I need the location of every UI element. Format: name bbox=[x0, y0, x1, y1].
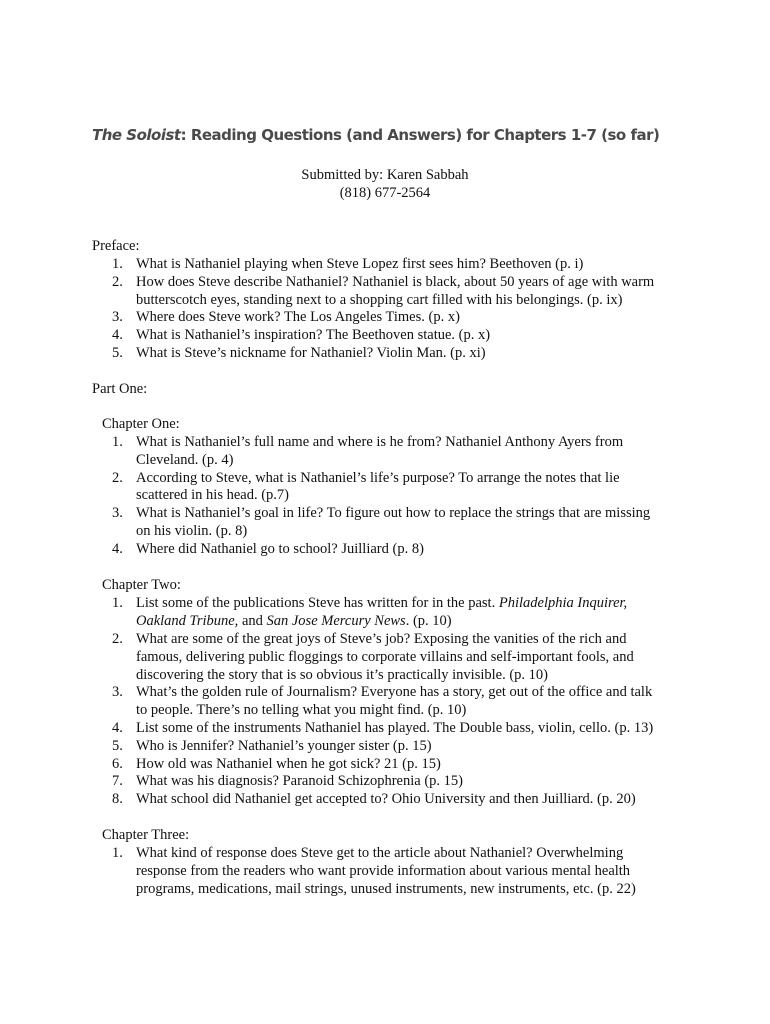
item-text bbox=[136, 595, 682, 631]
item-number: 4. bbox=[112, 327, 123, 344]
item-text-line: According to Steve, what is Nathaniel’s life’s purpose? To arrange the notes that lie bbox=[136, 469, 620, 486]
list-item bbox=[112, 684, 682, 720]
chapter-two-questions bbox=[112, 595, 682, 631]
item-text bbox=[136, 327, 682, 345]
item-text-line: What is Nathaniel’s full name and where is he from? Nathaniel Anthony Ayers from bbox=[136, 434, 624, 450]
list-item bbox=[112, 595, 682, 631]
list-item bbox=[112, 345, 682, 363]
item-text bbox=[136, 505, 682, 541]
item-text-line: Cleveland. (p. 4) bbox=[136, 451, 234, 468]
item-text bbox=[136, 434, 682, 470]
item-number: 2. bbox=[112, 631, 123, 647]
item-text-line: on his violin. (p. 8) bbox=[136, 522, 248, 539]
list-item bbox=[112, 738, 682, 756]
item-text bbox=[136, 791, 682, 809]
list-item bbox=[112, 631, 682, 684]
item-text-line: How old was Nathaniel when he got sick? 21 (p. 15) bbox=[136, 755, 441, 772]
item-number: 3. bbox=[112, 309, 123, 326]
list-item bbox=[112, 541, 682, 559]
item-text bbox=[136, 345, 682, 363]
list-item bbox=[112, 274, 682, 310]
item-text-line: What’s the golden rule of Journalism? Everyone has a story, get out of the office and talk bbox=[136, 684, 653, 701]
item-text bbox=[136, 684, 682, 720]
item-number: 2. bbox=[112, 273, 123, 290]
item-text-line: Who is Jennifer? Nathaniel’s younger sister (p. 15) bbox=[136, 737, 432, 754]
item-number: 1. bbox=[112, 434, 123, 450]
item-number: 1. bbox=[112, 845, 123, 861]
item-number: 4. bbox=[112, 719, 123, 736]
list-item bbox=[112, 327, 682, 345]
page-title bbox=[92, 126, 692, 144]
item-text-part: . (p. 10) bbox=[405, 612, 452, 629]
item-number: 7. bbox=[112, 773, 123, 790]
item-number: 8. bbox=[112, 791, 123, 808]
part-one-heading: Part One: bbox=[92, 381, 148, 397]
item-text-part: and bbox=[238, 612, 267, 629]
list-item bbox=[112, 845, 682, 898]
item-text bbox=[136, 470, 682, 506]
item-text-line: What kind of response does Steve get to the article about Nathaniel? Overwhelming bbox=[136, 845, 624, 861]
item-text-line: What school did Nathaniel get accepted to? Ohio University and then Juilliard. (p. 20) bbox=[136, 791, 636, 808]
chapter-two-questions-cont bbox=[112, 631, 682, 809]
preface-questions bbox=[112, 256, 682, 363]
item-text bbox=[136, 738, 682, 756]
list-item bbox=[112, 773, 682, 791]
item-number: 2. bbox=[112, 469, 123, 486]
item-number: 1. bbox=[112, 595, 123, 611]
item-number: 4. bbox=[112, 540, 123, 557]
chapter-three-heading: Chapter Three: bbox=[102, 827, 190, 843]
chapter-one-heading: Chapter One: bbox=[102, 416, 180, 432]
item-number: 1. bbox=[112, 256, 123, 272]
item-text-line: Where did Nathaniel go to school? Juilliard (p. 8) bbox=[136, 540, 424, 557]
item-text-line: What are some of the great joys of Steve’s job? Exposing the vanities of the rich and bbox=[136, 631, 627, 647]
item-text bbox=[136, 309, 682, 327]
list-item bbox=[112, 470, 682, 506]
item-text-line: What was his diagnosis? Paranoid Schizophrenia (p. 15) bbox=[136, 773, 463, 790]
item-text-line: What is Nathaniel playing when Steve Lopez first sees him? Beethoven (p. i) bbox=[136, 256, 584, 272]
item-text bbox=[136, 256, 682, 274]
publication-name: San Jose Mercury News bbox=[266, 612, 406, 629]
chapter-one-questions bbox=[112, 434, 682, 559]
phone-number: (818) 677-2564 bbox=[339, 185, 431, 201]
item-text-line: What is Nathaniel’s inspiration? The Beethoven statue. (p. x) bbox=[136, 327, 491, 344]
item-text-line: programs, medications, mail strings, unused instruments, new instruments, etc. (p. 22) bbox=[136, 880, 636, 897]
list-item bbox=[112, 505, 682, 541]
book-title: The Soloist bbox=[92, 126, 181, 144]
item-text-line: How does Steve describe Nathaniel? Nathaniel is black, about 50 years of age with warm bbox=[136, 273, 655, 290]
item-text-line: response from the readers who want provide information about various mental health bbox=[136, 862, 631, 879]
item-number: 6. bbox=[112, 755, 123, 772]
item-text bbox=[136, 773, 682, 791]
item-text-line: scattered in his head. (p.7) bbox=[136, 487, 290, 504]
item-number: 5. bbox=[112, 344, 123, 361]
list-item bbox=[112, 791, 682, 809]
item-text-line: List some of the instruments Nathaniel has played. The Double bass, violin, cello. (p. 13) bbox=[136, 719, 654, 736]
list-item bbox=[112, 756, 682, 774]
chapter-three-questions bbox=[112, 845, 682, 898]
list-item bbox=[112, 434, 682, 470]
item-text bbox=[136, 845, 682, 898]
item-text-line: to people. There’s no telling what you might find. (p. 10) bbox=[136, 702, 467, 719]
title-rest: : Reading Questions (and Answers) for Chapters 1-7 (so far) bbox=[180, 126, 660, 144]
item-text-line: Where does Steve work? The Los Angeles Times. (p. x) bbox=[136, 309, 460, 326]
publication-name: Oakland Tribune, bbox=[136, 612, 239, 629]
list-item bbox=[112, 720, 682, 738]
item-text-part: List some of the publications Steve has written for in the past. bbox=[136, 595, 499, 611]
item-text-line: butterscotch eyes, standing next to a shopping cart filled with his belongings. (p. ix) bbox=[136, 291, 623, 308]
item-text-line: What is Steve’s nickname for Nathaniel? Violin Man. (p. xi) bbox=[136, 344, 486, 361]
preface-heading: Preface: bbox=[92, 238, 140, 254]
item-number: 3. bbox=[112, 684, 123, 701]
list-item bbox=[112, 309, 682, 327]
item-text bbox=[136, 756, 682, 774]
publication-name: Philadelphia Inquirer, bbox=[498, 595, 628, 611]
submitted-by: Submitted by: Karen Sabbah bbox=[301, 167, 469, 183]
item-text-line: What is Nathaniel’s goal in life? To figure out how to replace the strings that are missing bbox=[136, 505, 651, 522]
item-number: 5. bbox=[112, 737, 123, 754]
list-item bbox=[112, 256, 682, 274]
item-text-line: famous, delivering public floggings to corporate villains and self-important fools, and bbox=[136, 648, 634, 665]
chapter-two-heading: Chapter Two: bbox=[102, 577, 181, 593]
item-text bbox=[136, 541, 682, 559]
item-text bbox=[136, 720, 682, 738]
item-text bbox=[136, 274, 682, 310]
item-text-line: discovering the story that is so obvious it’s practically invisible. (p. 10) bbox=[136, 666, 548, 683]
item-text bbox=[136, 631, 682, 684]
item-number: 3. bbox=[112, 505, 123, 522]
